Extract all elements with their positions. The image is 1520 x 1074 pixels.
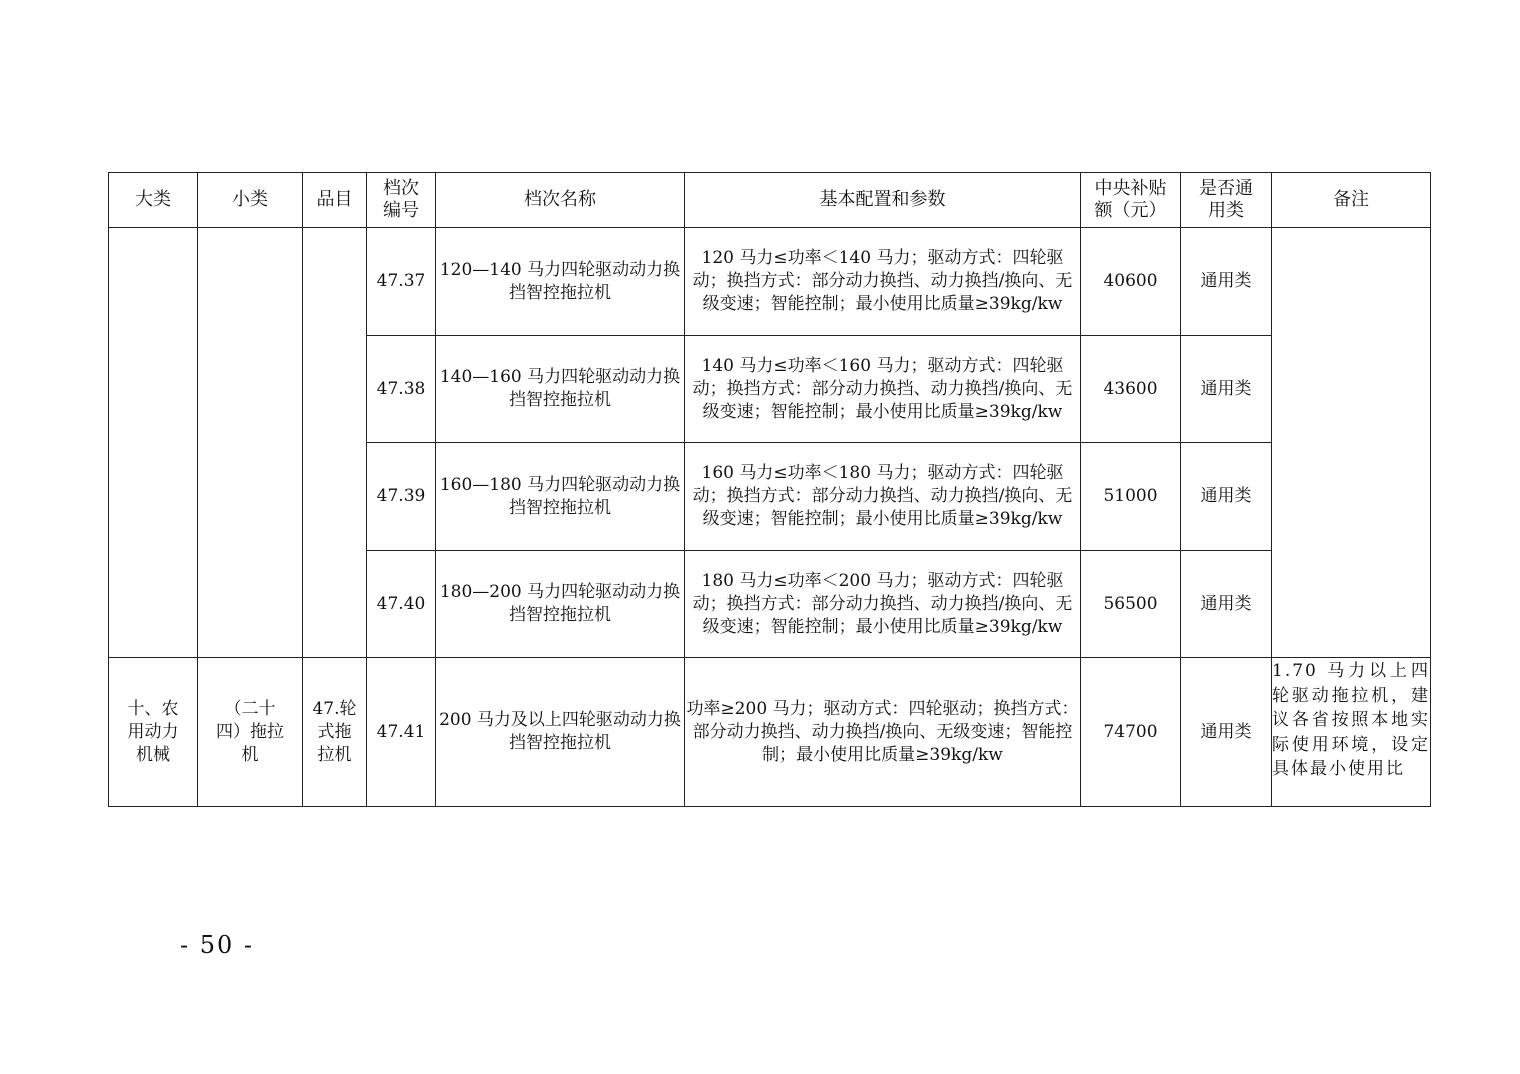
config-cell: 140 马力≤功率＜160 马力；驱动方式：四轮驱动；换挡方式：部分动力换挡、动力换挡/换向、无级变速；智能控制；最小使用比质量≥39kg/kw: [685, 336, 1081, 443]
header-remark: 备注: [1272, 173, 1431, 228]
grade-name-cell: 140—160 马力四轮驱动动力换挡智控拖拉机: [436, 336, 685, 443]
grade-code-cell: 47.38: [367, 336, 436, 443]
grade-name-cell: 160—180 马力四轮驱动动力换挡智控拖拉机: [436, 443, 685, 551]
grade-code-cell: 47.41: [367, 658, 436, 807]
grade-code-cell: 47.39: [367, 443, 436, 551]
item-cell-continued: [303, 228, 367, 658]
item-cell: 47.轮式拖拉机: [303, 658, 367, 807]
generic-cell: 通用类: [1181, 551, 1272, 658]
generic-cell: 通用类: [1181, 228, 1272, 336]
header-category: 大类: [109, 173, 198, 228]
header-subcategory: 小类: [198, 173, 303, 228]
header-item: 品目: [303, 173, 367, 228]
remark-cell-continued: [1272, 228, 1431, 658]
remark-text: 1.70 马力以上四轮驱动拖拉机，建议各省按照本地实际使用环境，设定具体最小使用比: [1272, 661, 1430, 779]
subcategory-cell: （二十四）拖拉机: [198, 658, 303, 807]
subsidy-cell: 51000: [1081, 443, 1181, 551]
generic-cell: 通用类: [1181, 443, 1272, 551]
subsidy-cell: 43600: [1081, 336, 1181, 443]
category-cell-continued: [109, 228, 198, 658]
grade-name-cell: 200 马力及以上四轮驱动动力换挡智控拖拉机: [436, 658, 685, 807]
header-config: 基本配置和参数: [685, 173, 1081, 228]
table-row: [109, 228, 1431, 336]
subsidy-cell: 56500: [1081, 551, 1181, 658]
category-cell: 十、农用动力机械: [109, 658, 198, 807]
header-row: [109, 173, 1431, 228]
grade-name-cell: 120—140 马力四轮驱动动力换挡智控拖拉机: [436, 228, 685, 336]
header-grade-name: 档次名称: [436, 173, 685, 228]
generic-cell: 通用类: [1181, 658, 1272, 807]
table-row: [109, 658, 1431, 807]
config-cell: 120 马力≤功率＜140 马力；驱动方式：四轮驱动；换挡方式：部分动力换挡、动力换挡/换向、无级变速；智能控制；最小使用比质量≥39kg/kw: [685, 228, 1081, 336]
subcategory-cell-continued: [198, 228, 303, 658]
config-cell: 180 马力≤功率＜200 马力；驱动方式：四轮驱动；换挡方式：部分动力换挡、动力换挡/换向、无级变速；智能控制；最小使用比质量≥39kg/kw: [685, 551, 1081, 658]
subsidy-cell: 40600: [1081, 228, 1181, 336]
config-cell: 160 马力≤功率＜180 马力；驱动方式：四轮驱动；换挡方式：部分动力换挡、动力换挡/换向、无级变速；智能控制；最小使用比质量≥39kg/kw: [685, 443, 1081, 551]
remark-cell: [1272, 658, 1431, 807]
grade-name-cell: 180—200 马力四轮驱动动力换挡智控拖拉机: [436, 551, 685, 658]
config-cell: 功率≥200 马力；驱动方式：四轮驱动；换挡方式：部分动力换挡、动力换挡/换向、无级变速；智能控制；最小使用比质量≥39kg/kw: [685, 658, 1081, 807]
grade-code-cell: 47.40: [367, 551, 436, 658]
header-generic: 是否通用类: [1181, 173, 1272, 228]
subsidy-cell: 74700: [1081, 658, 1181, 807]
grade-code-cell: 47.37: [367, 228, 436, 336]
subsidy-table: [108, 172, 1431, 807]
header-grade-code: 档次编号: [367, 173, 436, 228]
generic-cell: 通用类: [1181, 336, 1272, 443]
page-number: - 50 -: [180, 931, 255, 959]
header-subsidy: 中央补贴额（元）: [1081, 173, 1181, 228]
